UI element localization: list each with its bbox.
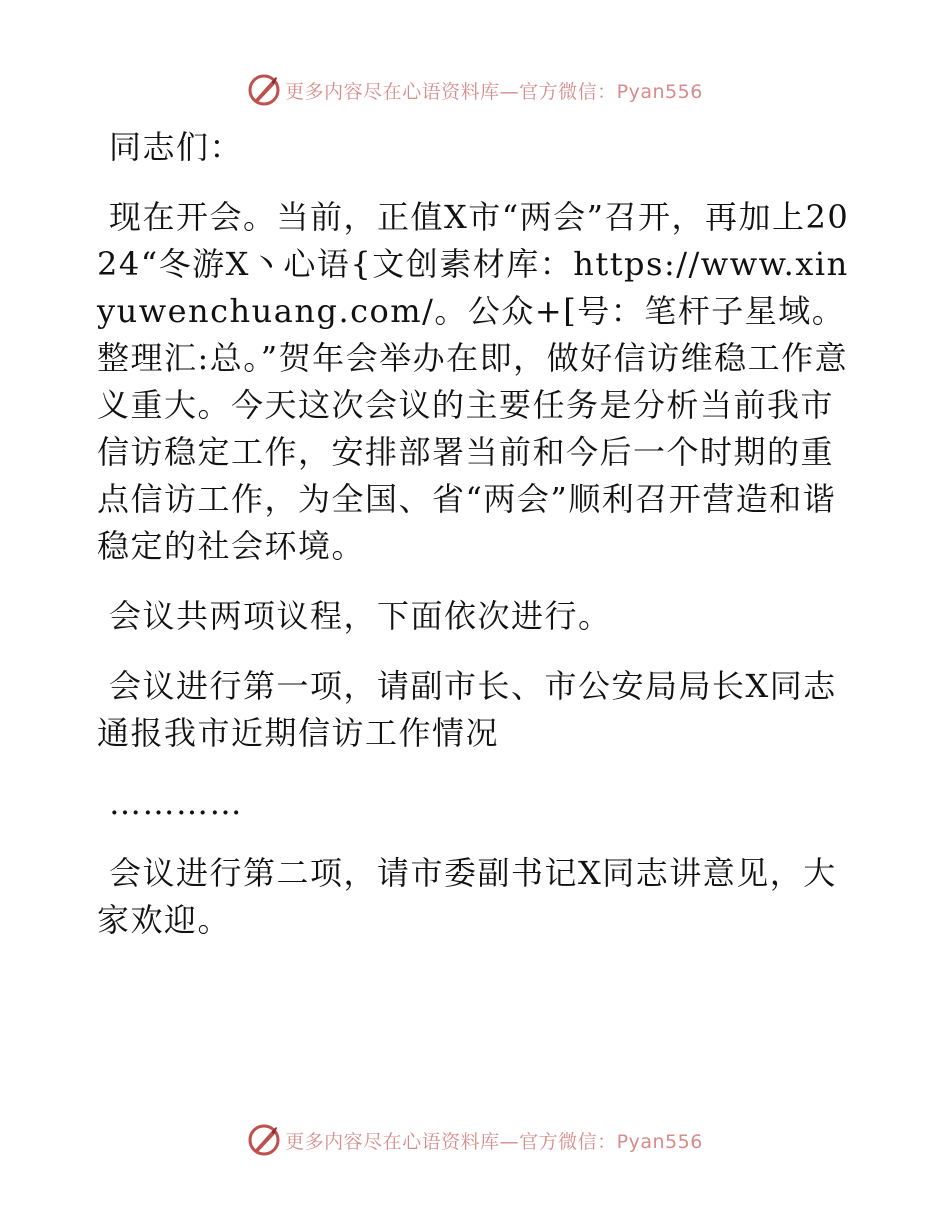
- paragraph-item-one: 会议进行第一项，请副市长、市公安局局长X同志通报我市近期信访工作情况: [97, 667, 837, 752]
- header-watermark: [0, 70, 950, 110]
- paragraph-agenda: 会议共两项议程，下面依次进行。: [109, 597, 612, 635]
- quill-pen-seal-icon: [247, 73, 281, 107]
- paragraph-item-two: 会议进行第二项，请市委副书记X同志讲意见，大家欢迎。: [97, 854, 837, 939]
- greeting: 同志们：: [109, 128, 244, 166]
- document-body: [97, 124, 857, 967]
- footer-watermark: [0, 1120, 950, 1160]
- watermark-text: 更多内容尽在心语资料库—官方微信：Pyan556: [285, 80, 703, 103]
- paragraph-opening: 现在开会。当前，正值X市“两会”召开，再加上2024“冬游X丶心语{文创素材库：https://www.xinyuwenchuang.com/。公众+[号：笔杆子星域。整理汇:总。”贺年会举办在即，做好信访维稳工作意义重大。今天这次会议的主要任务是分析当前我市信访稳定工作，安排部署当前和今后一个时期的重点信访工作，为全国、省“两会”顺利召开营造和谐稳定的社会环境。: [97, 198, 850, 565]
- quill-pen-seal-icon: [247, 1123, 281, 1157]
- paragraph-ellipsis: …………: [109, 784, 243, 822]
- watermark-text: 更多内容尽在心语资料库—官方微信：Pyan556: [285, 1130, 703, 1153]
